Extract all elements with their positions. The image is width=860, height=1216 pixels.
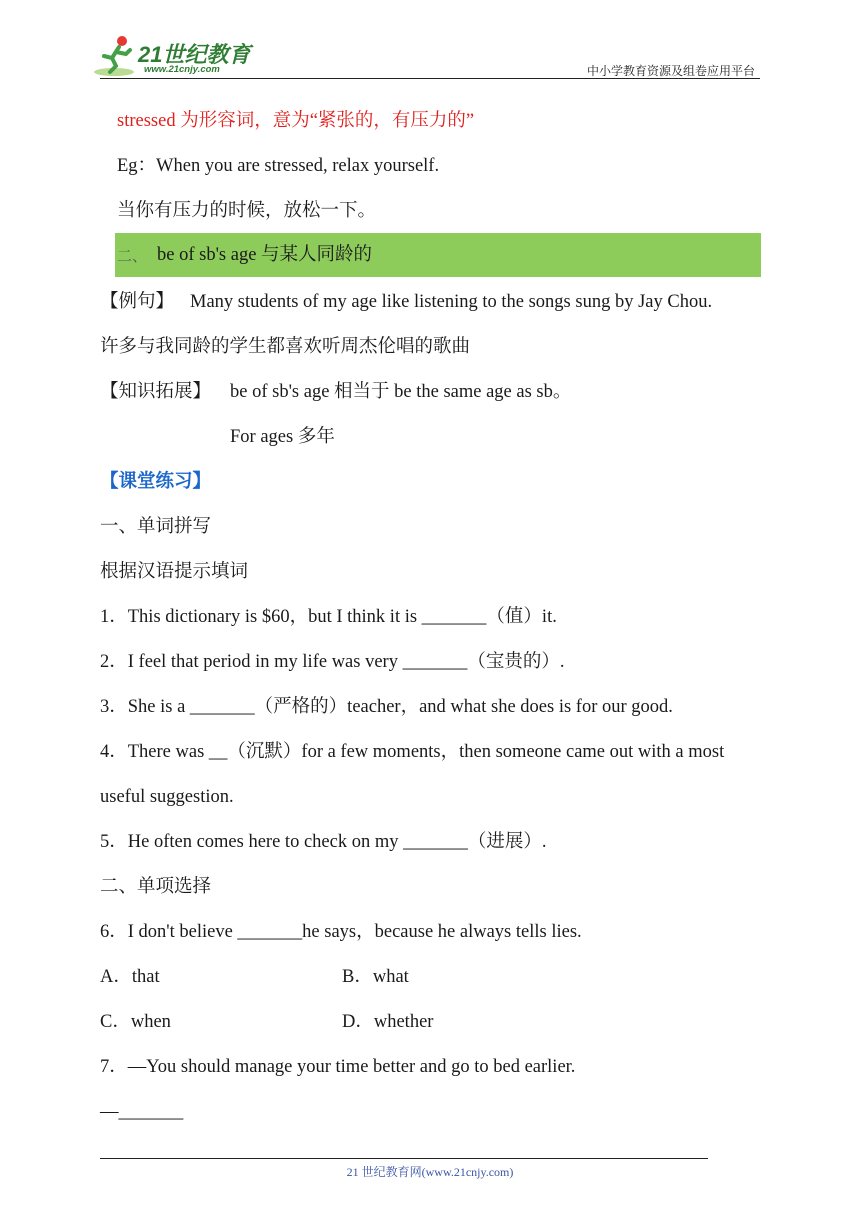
logo-url: www.21cnjy.com bbox=[144, 64, 220, 75]
logo-name: 21世纪教育 bbox=[138, 42, 251, 67]
header-divider bbox=[100, 78, 760, 79]
runner-logo-icon bbox=[92, 34, 140, 78]
question-6-option-d: D．whether bbox=[342, 1012, 434, 1032]
question-4-line-2: useful suggestion. bbox=[100, 787, 234, 807]
platform-title: 中小学教育资源及组卷应用平台 bbox=[586, 64, 755, 78]
example-sentence-chinese: 许多与我同龄的学生都喜欢听周杰伦唱的歌曲 bbox=[100, 337, 471, 357]
section-heading-band bbox=[115, 233, 761, 277]
question-6-option-b: B．what bbox=[342, 967, 409, 987]
question-4-line-1: 4．There was __（沉默）for a few moments，then someone came out with a most bbox=[100, 742, 725, 762]
example-sentence-label: 【例句】 bbox=[100, 292, 175, 312]
part-2-title: 二、单项选择 bbox=[100, 877, 212, 897]
part-1-description: 根据汉语提示填词 bbox=[100, 562, 249, 582]
example-english: Eg：When you are stressed, relax yourself. bbox=[117, 156, 440, 176]
example-chinese: 当你有压力的时候，放松一下。 bbox=[117, 201, 377, 221]
knowledge-extension-line-1: be of sb's age 相当于 be the same age as sb。 bbox=[230, 382, 572, 402]
section-number: 二、 bbox=[117, 247, 148, 265]
example-sentence-english: Many students of my age like listening to the songs sung by Jay Chou. bbox=[190, 292, 713, 312]
footer-divider bbox=[100, 1158, 708, 1159]
knowledge-extension-label: 【知识拓展】 bbox=[100, 382, 212, 402]
question-5: 5．He often comes here to check on my _______（进展）. bbox=[100, 832, 547, 852]
practice-title: 【课堂练习】 bbox=[100, 472, 212, 492]
question-2: 2．I feel that period in my life was very _______（宝贵的）. bbox=[100, 652, 565, 672]
section-title: be of sb's age 与某人同龄的 bbox=[157, 245, 373, 265]
question-3: 3．She is a _______（严格的）teacher，and what she does is for our good. bbox=[100, 697, 673, 717]
question-7: 7．—You should manage your time better and go to bed earlier. bbox=[100, 1057, 576, 1077]
question-6: 6．I don't believe _______he says，because he always tells lies. bbox=[100, 922, 582, 942]
part-1-title: 一、单词拼写 bbox=[100, 517, 212, 537]
stressed-note: stressed 为形容词，意为“紧张的，有压力的” bbox=[117, 111, 475, 131]
knowledge-extension-line-2: For ages 多年 bbox=[230, 427, 335, 447]
site-logo bbox=[92, 34, 262, 80]
question-6-option-c: C．when bbox=[100, 1012, 171, 1032]
question-7-reply: —_______ bbox=[100, 1102, 184, 1122]
footer-text: 21 世纪教育网(www.21cnjy.com) bbox=[346, 1165, 514, 1179]
question-1: 1．This dictionary is $60，but I think it is _______（值）it. bbox=[100, 607, 557, 627]
question-6-option-a: A．that bbox=[100, 967, 160, 987]
